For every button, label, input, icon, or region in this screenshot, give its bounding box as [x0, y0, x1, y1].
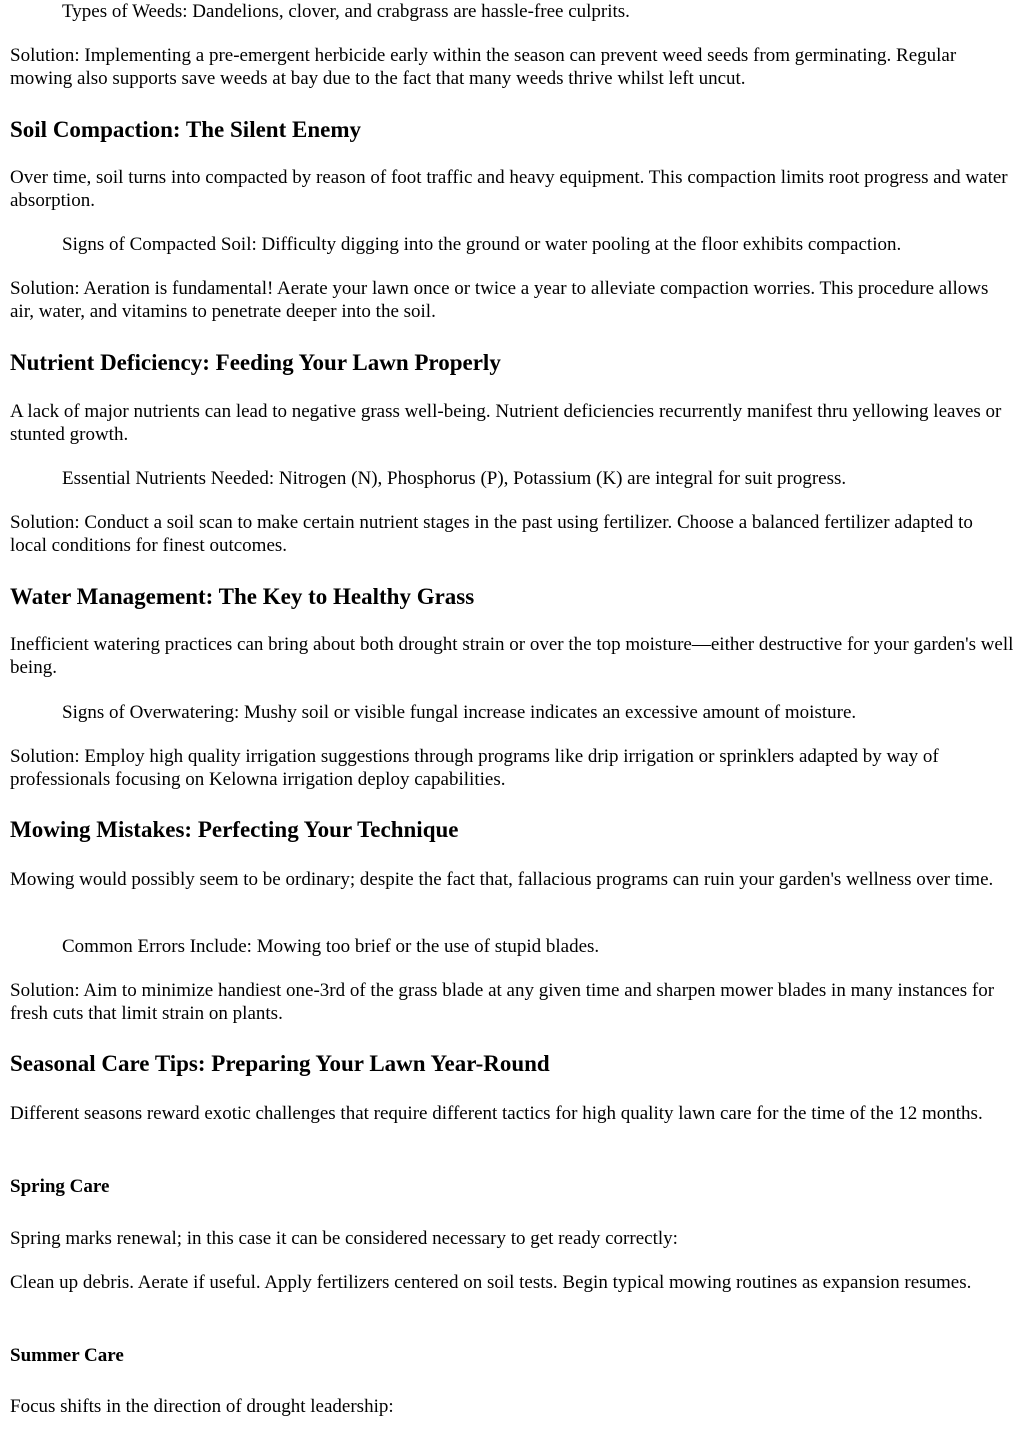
- soil-signs-quote: Signs of Compacted Soil: Difficulty digging into the ground or water pooling at the floor exhibits compaction.: [62, 234, 902, 255]
- weeds-solution: Solution: Implementing a pre-emergent herbicide early within the season can prevent weed seeds from germinating. Regular mowing also supports save weeds at bay due to the fact that many weeds thrive whilst left uncut.: [10, 45, 957, 89]
- soil-solution: Solution: Aeration is fundamental! Aerate your lawn once or twice a year to alleviate compaction worries. This procedure allows air, water, and vitamins to penetrate deeper into the soil.: [10, 278, 989, 322]
- nutrient-needed-quote: Essential Nutrients Needed: Nitrogen (N), Phosphorus (P), Potassium (K) are integral for suit progress.: [62, 468, 847, 489]
- water-signs-quote: Signs of Overwatering: Mushy soil or visible fungal increase indicates an excessive amount of moisture.: [62, 702, 857, 723]
- water-solution: Solution: Employ high quality irrigation suggestions through programs like drip irrigation or sprinklers adapted by way of professionals focusing on Kelowna irrigation deploy capabilities.: [10, 746, 939, 790]
- summer-care-heading: Summer Care: [10, 1345, 124, 1366]
- summer-intro: Focus shifts in the direction of drought leadership:: [10, 1396, 394, 1417]
- mowing-solution: Solution: Aim to minimize handiest one-3rd of the grass blade at any given time and sharpen mower blades in many instances for fresh cuts that limit strain on plants.: [10, 980, 995, 1024]
- water-management-heading: Water Management: The Key to Healthy Grass: [10, 584, 475, 609]
- seasonal-care-heading: Seasonal Care Tips: Preparing Your Lawn Year-Round: [10, 1051, 550, 1076]
- mowing-errors-quote: Common Errors Include: Mowing too brief or the use of stupid blades.: [62, 936, 600, 957]
- nutrient-solution: Solution: Conduct a soil scan to make certain nutrient stages in the past using fertilizer. Choose a balanced fertilizer adapted to local conditions for finest outcomes.: [10, 512, 973, 556]
- seasonal-intro: Different seasons reward exotic challenges that require different tactics for high quality lawn care for the time of the 12 months.: [10, 1103, 983, 1124]
- weeds-types-quote: Types of Weeds: Dandelions, clover, and crabgrass are hassle-free culprits.: [62, 1, 630, 22]
- soil-compaction-heading: Soil Compaction: The Silent Enemy: [10, 117, 361, 142]
- spring-steps: Clean up debris. Aerate if useful. Apply fertilizers centered on soil tests. Begin typical mowing routines as expansion resumes.: [10, 1272, 972, 1293]
- nutrient-intro: A lack of major nutrients can lead to negative grass well-being. Nutrient deficiencies recurrently manifest thru yellowing leaves or stunted growth.: [10, 401, 1002, 445]
- water-intro: Inefficient watering practices can bring about both drought strain or over the top moisture—either destructive for your garden's well being.: [10, 634, 1014, 678]
- mowing-mistakes-heading: Mowing Mistakes: Perfecting Your Technique: [10, 817, 459, 842]
- spring-care-heading: Spring Care: [10, 1176, 110, 1197]
- nutrient-deficiency-heading: Nutrient Deficiency: Feeding Your Lawn Properly: [10, 350, 501, 375]
- spring-intro: Spring marks renewal; in this case it can be considered necessary to get ready correctly:: [10, 1228, 678, 1249]
- soil-intro: Over time, soil turns into compacted by reason of foot traffic and heavy equipment. This compaction limits root progress and water absorption.: [10, 167, 1008, 211]
- mowing-intro: Mowing would possibly seem to be ordinary; despite the fact that, fallacious programs can ruin your garden's wellness over time.: [10, 869, 994, 890]
